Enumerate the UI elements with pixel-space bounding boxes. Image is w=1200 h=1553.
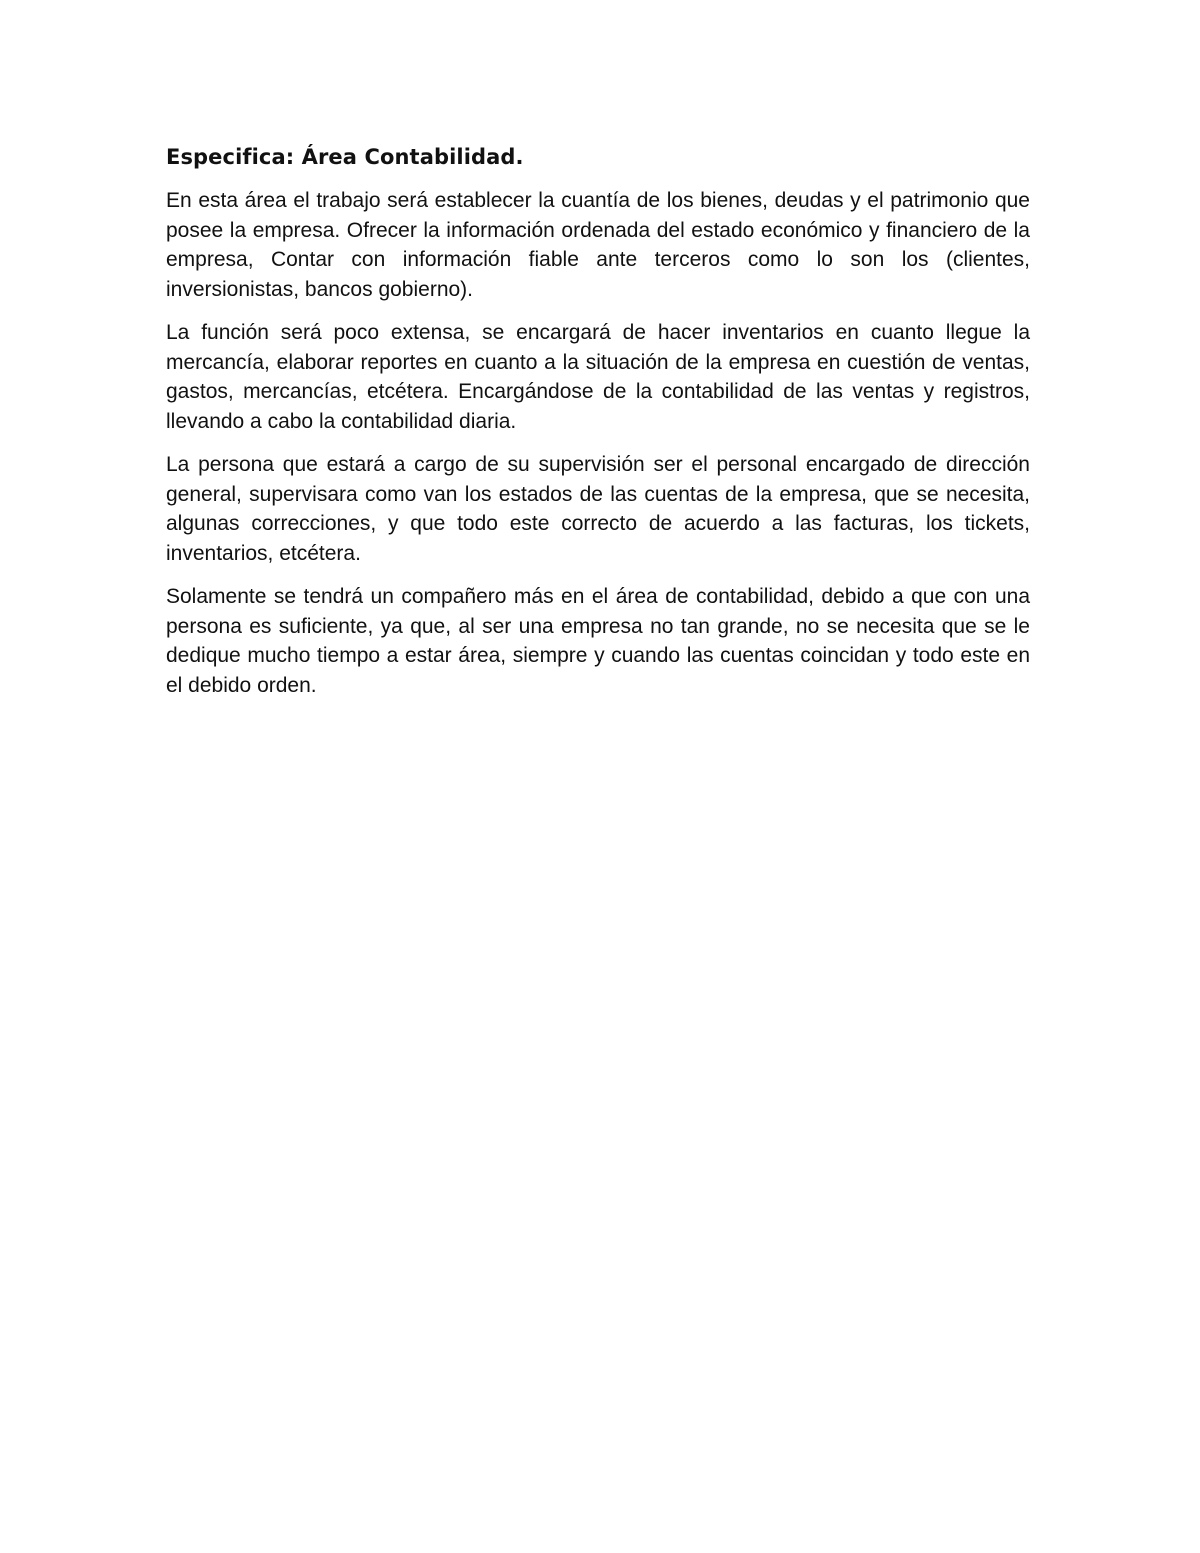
- document-heading: Especifica: Área Contabilidad.: [166, 145, 524, 169]
- document-body: [166, 140, 1030, 714]
- paragraph-3: La persona que estará a cargo de su supervisión ser el personal encargado de dirección general, supervisara como van los estados de las cuentas de la empresa, que se necesita, algunas correcciones, y que todo este correcto de acuerdo a las facturas, los tickets, inventarios, etcétera.: [166, 453, 1030, 565]
- paragraph-1: En esta área el trabajo será establecer la cuantía de los bienes, deudas y el patrimonio que posee la empresa. Ofrecer la información ordenada del estado económico y financiero de la empresa, Contar con información fiable ante terceros como lo son los (clientes, inversionistas, bancos gobierno).: [166, 189, 1030, 301]
- paragraph-2: La función será poco extensa, se encargará de hacer inventarios en cuanto llegue la mercancía, elaborar reportes en cuanto a la situación de la empresa en cuestión de ventas, gastos, mercancías, etcétera. Encargándose de la contabilidad de las ventas y registros, llevando a cabo la contabilidad diaria.: [166, 321, 1030, 433]
- paragraph-4: Solamente se tendrá un compañero más en el área de contabilidad, debido a que con una persona es suficiente, ya que, al ser una empresa no tan grande, no se necesita que se le dedique mucho tiempo a estar área, siempre y cuando las cuentas coincidan y todo este en el debido orden.: [166, 585, 1030, 697]
